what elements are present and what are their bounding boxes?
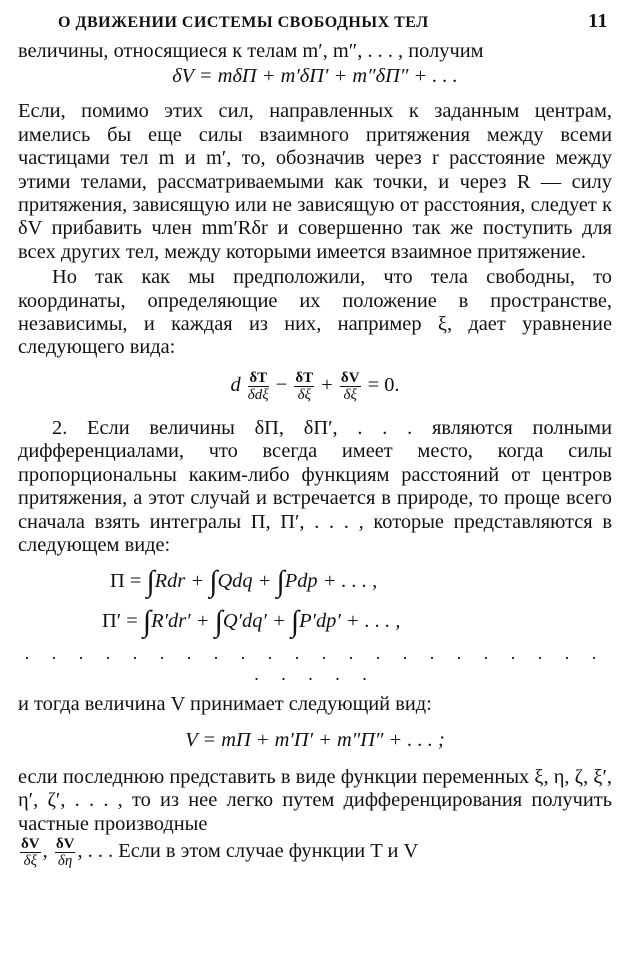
equation-4: [18, 605, 612, 639]
paragraph-2: Если, помимо этих сил, направленных к заданным центрам, имелись бы еще силы взаимного притяжения между всеми частицами тел m и m′, то, обозначив через r расстояние между этими телами, рассматриваемыми как точки, и через R — силу притяжения, зависящую или не зависящую от расстояния, следует к δV прибавить член mm′Rδr и совершенно так же поступить для всех других тел, между которыми имеется взаимное притяжение.: [18, 100, 612, 263]
paragraph-1: величины, относящиеся к телам m′, m″, . . . , получим: [18, 40, 484, 62]
equation-3: [18, 565, 612, 599]
eq2-fraction-2: [294, 370, 314, 403]
p7-f2-den: δη: [57, 852, 73, 869]
p7-f1-den: δξ: [23, 852, 38, 869]
paragraph-6: если последнюю представить в виде функции переменных ξ, η, ζ, ξ′, η′, ζ′, . . . , то из нее легко путем дифференцирования получить частные производные: [18, 765, 612, 835]
integral-sign: ∫: [209, 565, 218, 599]
p7-f2-num: δV: [55, 835, 75, 852]
equation-1: δV = mδΠ + m′δΠ′ + m″δΠ″ + . . .: [172, 65, 458, 88]
paragraph-4: 2. Если величины δΠ, δΠ′, . . . являются полными дифференциалами, что всегда имеет место, когда силы пропорциональны каким-либо функциям расстояний от центров притяжения, а этот случай и встречается в природе, то проще всего сначала взять интегралы Π, Π′, . . . , которые представляются в следующем виде:: [18, 416, 612, 556]
integral-sign: ∫: [290, 605, 300, 639]
eq3-t1: Rdr +: [154, 570, 205, 593]
p7-f1-num: δV: [21, 835, 40, 852]
eq2-f2-num: δT: [295, 369, 314, 386]
eq2-f3-num: δV: [340, 369, 360, 386]
eq2-f3-den: δξ: [343, 386, 357, 403]
eq4-lhs: Π′ =: [102, 610, 138, 633]
integral-sign: ∫: [214, 605, 223, 639]
header-title: О ДВИЖЕНИИ СИСТЕМЫ СВОБОДНЫХ ТЕЛ: [58, 14, 429, 31]
eq2-plus: +: [321, 374, 333, 397]
p7-fraction-2: [55, 836, 76, 869]
eq2-tail: = 0.: [367, 374, 400, 397]
page: [18, 8, 612, 869]
paragraph-5: и тогда величина V принимает следующий вид:: [18, 693, 432, 716]
eq2-f2-den: δξ: [297, 386, 311, 403]
eq2-f1-num: δT: [249, 369, 268, 386]
eq3-t3: Pdp + . . . ,: [284, 570, 378, 593]
equation-5: V = mΠ + m′Π′ + m″Π″ + . . . ;: [185, 728, 445, 751]
eq2-fraction-1: [248, 370, 269, 403]
eq2-f1-den: δdξ: [247, 386, 269, 403]
eq2-d: d: [230, 374, 241, 397]
integral-sign: ∫: [146, 565, 155, 599]
running-header: [18, 8, 612, 40]
page-number: 11: [588, 10, 608, 32]
integral-sign: ∫: [276, 565, 285, 599]
paragraph-7: $\frac{\delta V}{\delta\xi}$ , $\frac{\delta V}{\delta\eta}$ , . . . Если в этом случае функции T и V: [21, 835, 419, 869]
integral-sign: ∫: [142, 605, 152, 639]
equation-2: [18, 370, 612, 403]
eq4-t2: Q′dq′ +: [222, 610, 286, 633]
p7-text: , . . . Если в этом случае функции T и V: [77, 840, 419, 863]
eq2-fraction-3: [340, 370, 361, 403]
eq3-lhs: Π =: [110, 570, 142, 593]
eq4-t1: R′dr′ +: [151, 610, 210, 633]
p7-fraction-1: [20, 836, 41, 869]
eq2-minus: −: [275, 374, 288, 397]
eq3-t2: Qdq +: [217, 570, 272, 593]
paragraph-3: Но так как мы предположили, что тела свободны, то координаты, определяющие их положение в пространстве, независимы, и каждая из них, например ξ, дает уравнение следующего вида:: [18, 266, 612, 359]
eq4-t3: P′dp′ + . . . ,: [299, 610, 401, 633]
dots-row: . . . . . . . . . . . . . . . . . . . . . . . . . . .: [24, 643, 606, 685]
